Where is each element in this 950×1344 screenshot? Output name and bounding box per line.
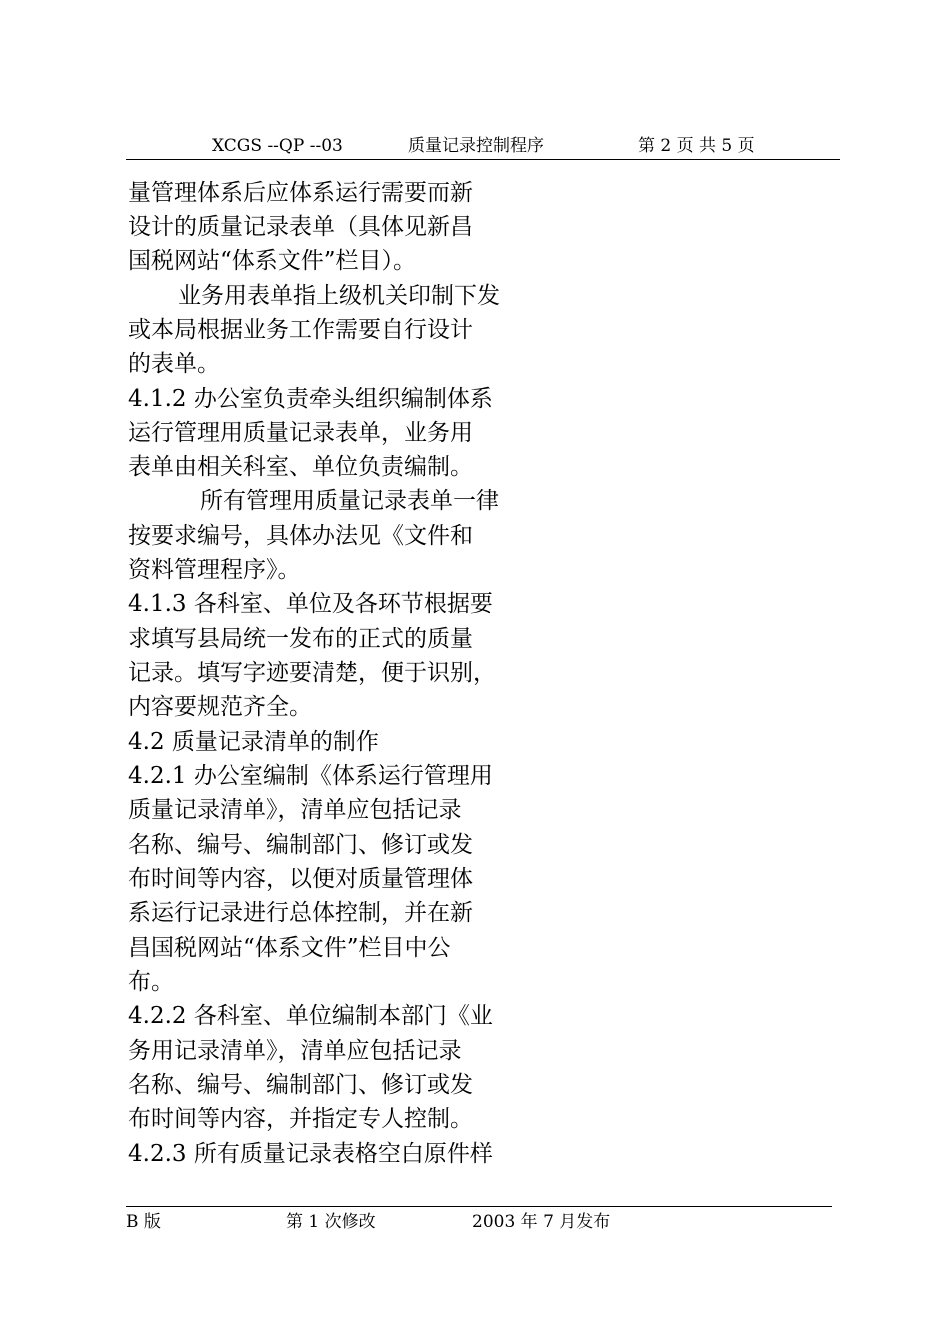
body-line: 的表单。 [128, 351, 220, 377]
body-line: 表单由相关科室、单位负责编制。 [128, 454, 473, 480]
body-line: 记录。填写字迹要清楚，便于识别， [128, 660, 496, 686]
body-line: 运行管理用质量记录表单，业务用 [128, 420, 473, 446]
body-line: 4.1.3 各科室、单位及各环节根据要 [128, 591, 493, 617]
body-line: 量管理体系后应体系运行需要而新 [128, 180, 473, 206]
body-line: 名称、编号、编制部门、修订或发 [128, 832, 473, 858]
release-date: 2003 年 7 月发布 [472, 1212, 611, 1232]
body-line: 求填写县局统一发布的正式的质量 [128, 626, 473, 652]
body-line: 名称、编号、编制部门、修订或发 [128, 1072, 473, 1098]
body-line: 4.2.2 各科室、单位编制本部门《业 [128, 1003, 493, 1029]
revision: 第 1 次修改 [286, 1212, 376, 1232]
body-line: 业务用表单指上级机关印制下发 [178, 283, 500, 309]
body-line: 昌国税网站“体系文件”栏目中公 [128, 935, 451, 961]
body-line: 布时间等内容，以便对质量管理体 [128, 866, 473, 892]
doc-code: XCGS --QP --03 [212, 136, 343, 156]
body-line: 内容要规范齐全。 [128, 694, 312, 720]
body-line: 务用记录清单》，清单应包括记录 [128, 1038, 462, 1064]
body-line: 或本局根据业务工作需要自行设计 [128, 317, 473, 343]
body-line: 设计的质量记录表单（具体见新昌 [128, 214, 473, 240]
edition: B 版 [126, 1212, 161, 1232]
body-line: 所有管理用质量记录表单一律 [200, 488, 499, 514]
body-line: 资料管理程序》。 [128, 557, 301, 583]
body-line: 4.1.2 办公室负责牵头组织编制体系 [128, 386, 493, 412]
section-heading: 4.2 质量记录清单的制作 [128, 729, 379, 755]
header-divider [126, 159, 840, 160]
page-info: 第 2 页 共 5 页 [638, 136, 755, 156]
body-line: 4.2.1 办公室编制《体系运行管理用 [128, 763, 493, 789]
body-line: 国税网站“体系文件”栏目）。 [128, 248, 417, 274]
body-line: 布。 [128, 969, 174, 995]
body-line: 质量记录清单》，清单应包括记录 [128, 797, 462, 823]
body-line: 按要求编号，具体办法见《文件和 [128, 523, 473, 549]
body-line: 系运行记录进行总体控制，并在新 [128, 900, 473, 926]
body-line: 4.2.3 所有质量记录表格空白原件样 [128, 1141, 493, 1167]
doc-title: 质量记录控制程序 [408, 136, 544, 156]
body-line: 布时间等内容，并指定专人控制。 [128, 1106, 473, 1132]
footer-divider [126, 1206, 832, 1207]
